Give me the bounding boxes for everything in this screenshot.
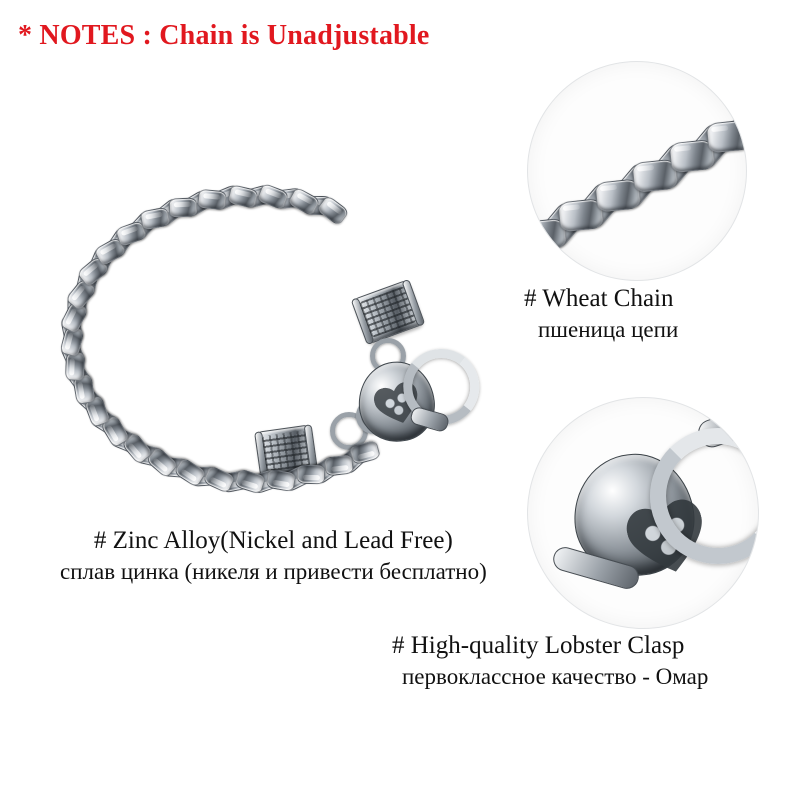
chain-link	[706, 119, 746, 153]
main-product-photo	[18, 160, 488, 515]
caption-wheat-line1: # Wheat Chain	[524, 285, 674, 312]
chain-link	[324, 454, 354, 476]
caption-wheat-line2: пшеница цепи	[538, 317, 679, 342]
chain-link	[168, 197, 197, 217]
caption-material-line1: # Zinc Alloy(Nickel and Lead Free)	[93, 527, 453, 554]
chain-link	[297, 465, 325, 485]
chain-link	[65, 352, 85, 381]
caption-clasp-line2: первоклассное качество - Омар	[402, 664, 709, 689]
caption-clasp-line1: # High-quality Lobster Clasp	[392, 632, 685, 659]
caption-material	[60, 525, 487, 586]
caption-material-line2: сплав цинка (никеля и привести бесплатно)	[60, 559, 487, 584]
wheat-chain-closeup	[528, 97, 746, 264]
chain-link	[140, 207, 171, 231]
wheat-chain-detail-inset	[528, 62, 746, 280]
wheat-chain-loop	[18, 160, 488, 515]
lobster-clasp-detail-inset	[528, 398, 758, 628]
caption-lobster-clasp	[392, 630, 708, 691]
notes-banner: * NOTES : Chain is Unadjustable	[18, 20, 430, 51]
caption-wheat-chain	[524, 283, 678, 344]
lobster-clasp-closeup	[546, 424, 756, 604]
chain-link	[197, 189, 227, 211]
